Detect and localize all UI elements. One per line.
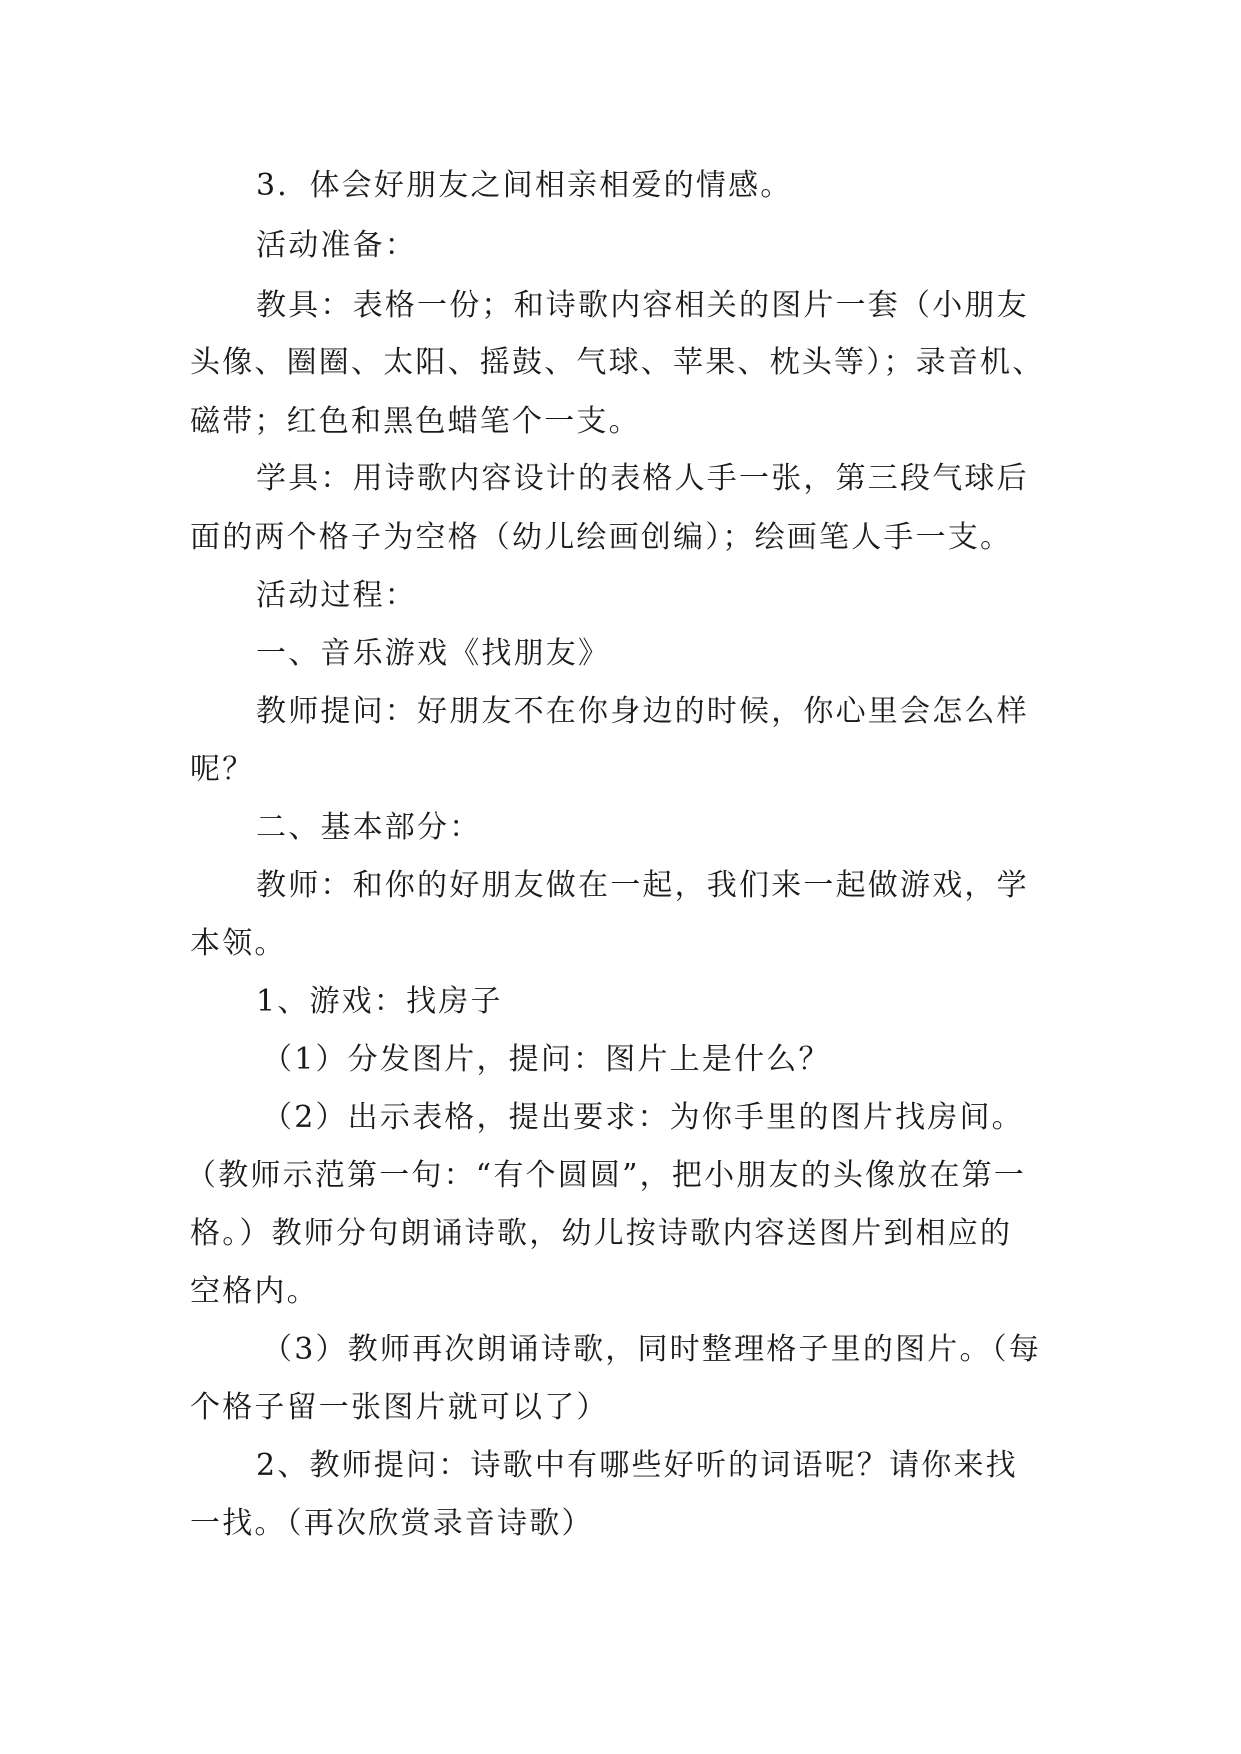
section-heading: 活动准备： [256, 228, 417, 263]
paragraph-line: （教师示范第一句：“有个圆圆”，把小朋友的头像放在第一 [186, 1158, 1027, 1193]
paragraph-line: 个格子留一张图片就可以了） [190, 1390, 609, 1425]
list-item: （1）分发图片，提问：图片上是什么？ [262, 1042, 831, 1077]
paragraph-line: 教师提问：好朋友不在你身边的时候，你心里会怎么样 [256, 694, 1029, 729]
paragraph-line: 呢？ [190, 752, 255, 787]
list-item: （2）出示表格，提出要求：为你手里的图片找房间。 [262, 1100, 1024, 1135]
section-heading: 一、音乐游戏《找朋友》 [256, 636, 611, 671]
paragraph-line: 格。）教师分句朗诵诗歌，幼儿按诗歌内容送图片到相应的 [190, 1216, 1013, 1251]
paragraph-line: 本领。 [190, 926, 287, 961]
paragraph-line: 一找。（再次欣赏录音诗歌） [190, 1506, 594, 1541]
paragraph-line: 教师：和你的好朋友做在一起，我们来一起做游戏，学 [256, 868, 1029, 903]
paragraph-line: 面的两个格子为空格（幼儿绘画创编）；绘画笔人手一支。 [190, 520, 1013, 555]
paragraph-line: 学具：用诗歌内容设计的表格人手一张，第三段气球后 [256, 461, 1029, 496]
paragraph-line: 空格内。 [190, 1274, 319, 1309]
paragraph-line: 教具：表格一份；和诗歌内容相关的图片一套（小朋友 [256, 288, 1029, 323]
paragraph-line: 头像、圈圈、太阳、摇鼓、气球、苹果、枕头等）；录音机、 [190, 345, 1045, 380]
section-heading: 二、基本部分： [256, 810, 482, 845]
list-item: 2、教师提问：诗歌中有哪些好听的词语呢？请你来找 [256, 1448, 1018, 1483]
section-heading: 活动过程： [256, 578, 417, 613]
paragraph-line: 3．体会好朋友之间相亲相爱的情感。 [256, 168, 793, 203]
list-item: 1、游戏：找房子 [256, 984, 503, 1019]
list-item: （3）教师再次朗诵诗歌，同时整理格子里的图片。（每 [262, 1332, 1042, 1367]
paragraph-line: 磁带；红色和黑色蜡笔个一支。 [190, 404, 641, 439]
